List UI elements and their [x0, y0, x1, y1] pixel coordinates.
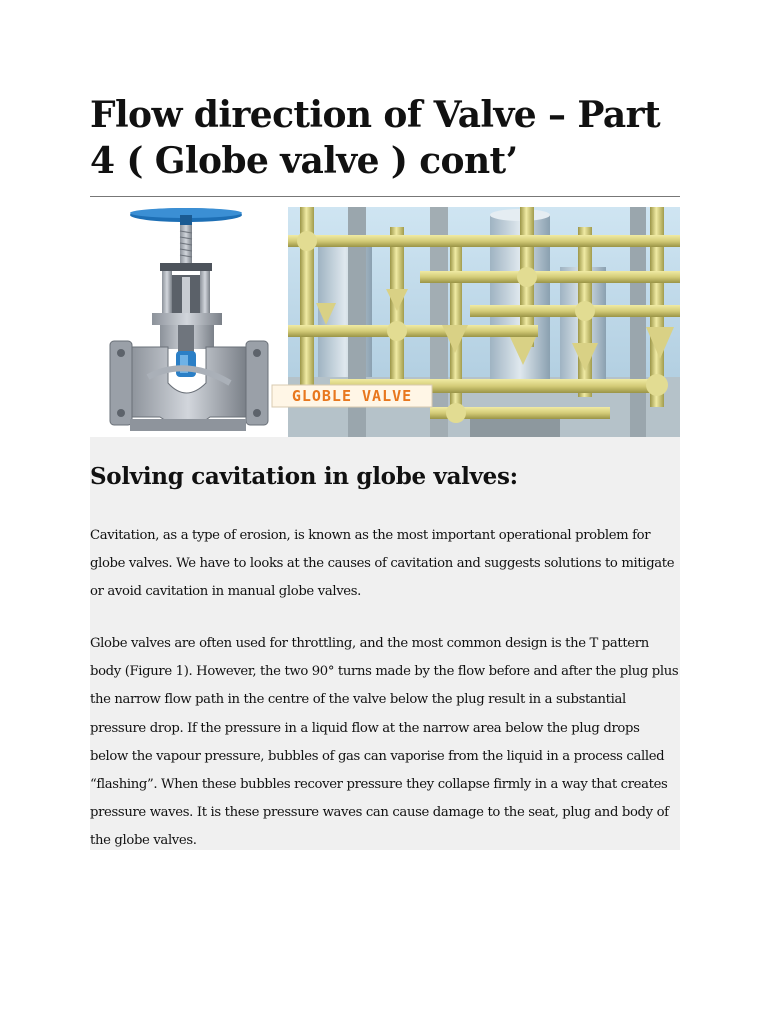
globe-valve-illustration: [90, 207, 288, 437]
article-body: [90, 437, 680, 850]
title-divider: [90, 196, 680, 197]
section-heading: Solving cavitation in globe valves:: [90, 463, 518, 490]
paragraph-cavitation-cause: Globe valves are often used for throttling, and the most common design is the T pattern body (Figure 1). However, the two 90° turns made by the flow before and after the plug plus the narrow flow path in the centre of the valve below the plug result in a substantial pressure drop. If the pressure in a liquid flow at the narrow area below the plug drops below the vapour pressure, bubbles of gas can vaporise from the liquid in a process called “flashing”. When these bubbles recover pressure they collapse firmly in a way that creates pressure waves. It is these pressure waves can cause damage to the seat, plug and body of the globe valves.: [90, 636, 679, 849]
hero-image: [90, 207, 680, 437]
image-caption-globle-valve: GLOBLE VALVE: [291, 387, 413, 405]
page-title: Flow direction of Valve – Part 4 ( Globe valve ) cont’: [90, 94, 661, 182]
paragraph-cavitation-intro: Cavitation, as a type of erosion, is known as the most important operational problem for globe valves. We have to looks at the causes of cavitation and suggests solutions to mitigate or avoid cavitation in manual globe valves.: [90, 528, 675, 600]
